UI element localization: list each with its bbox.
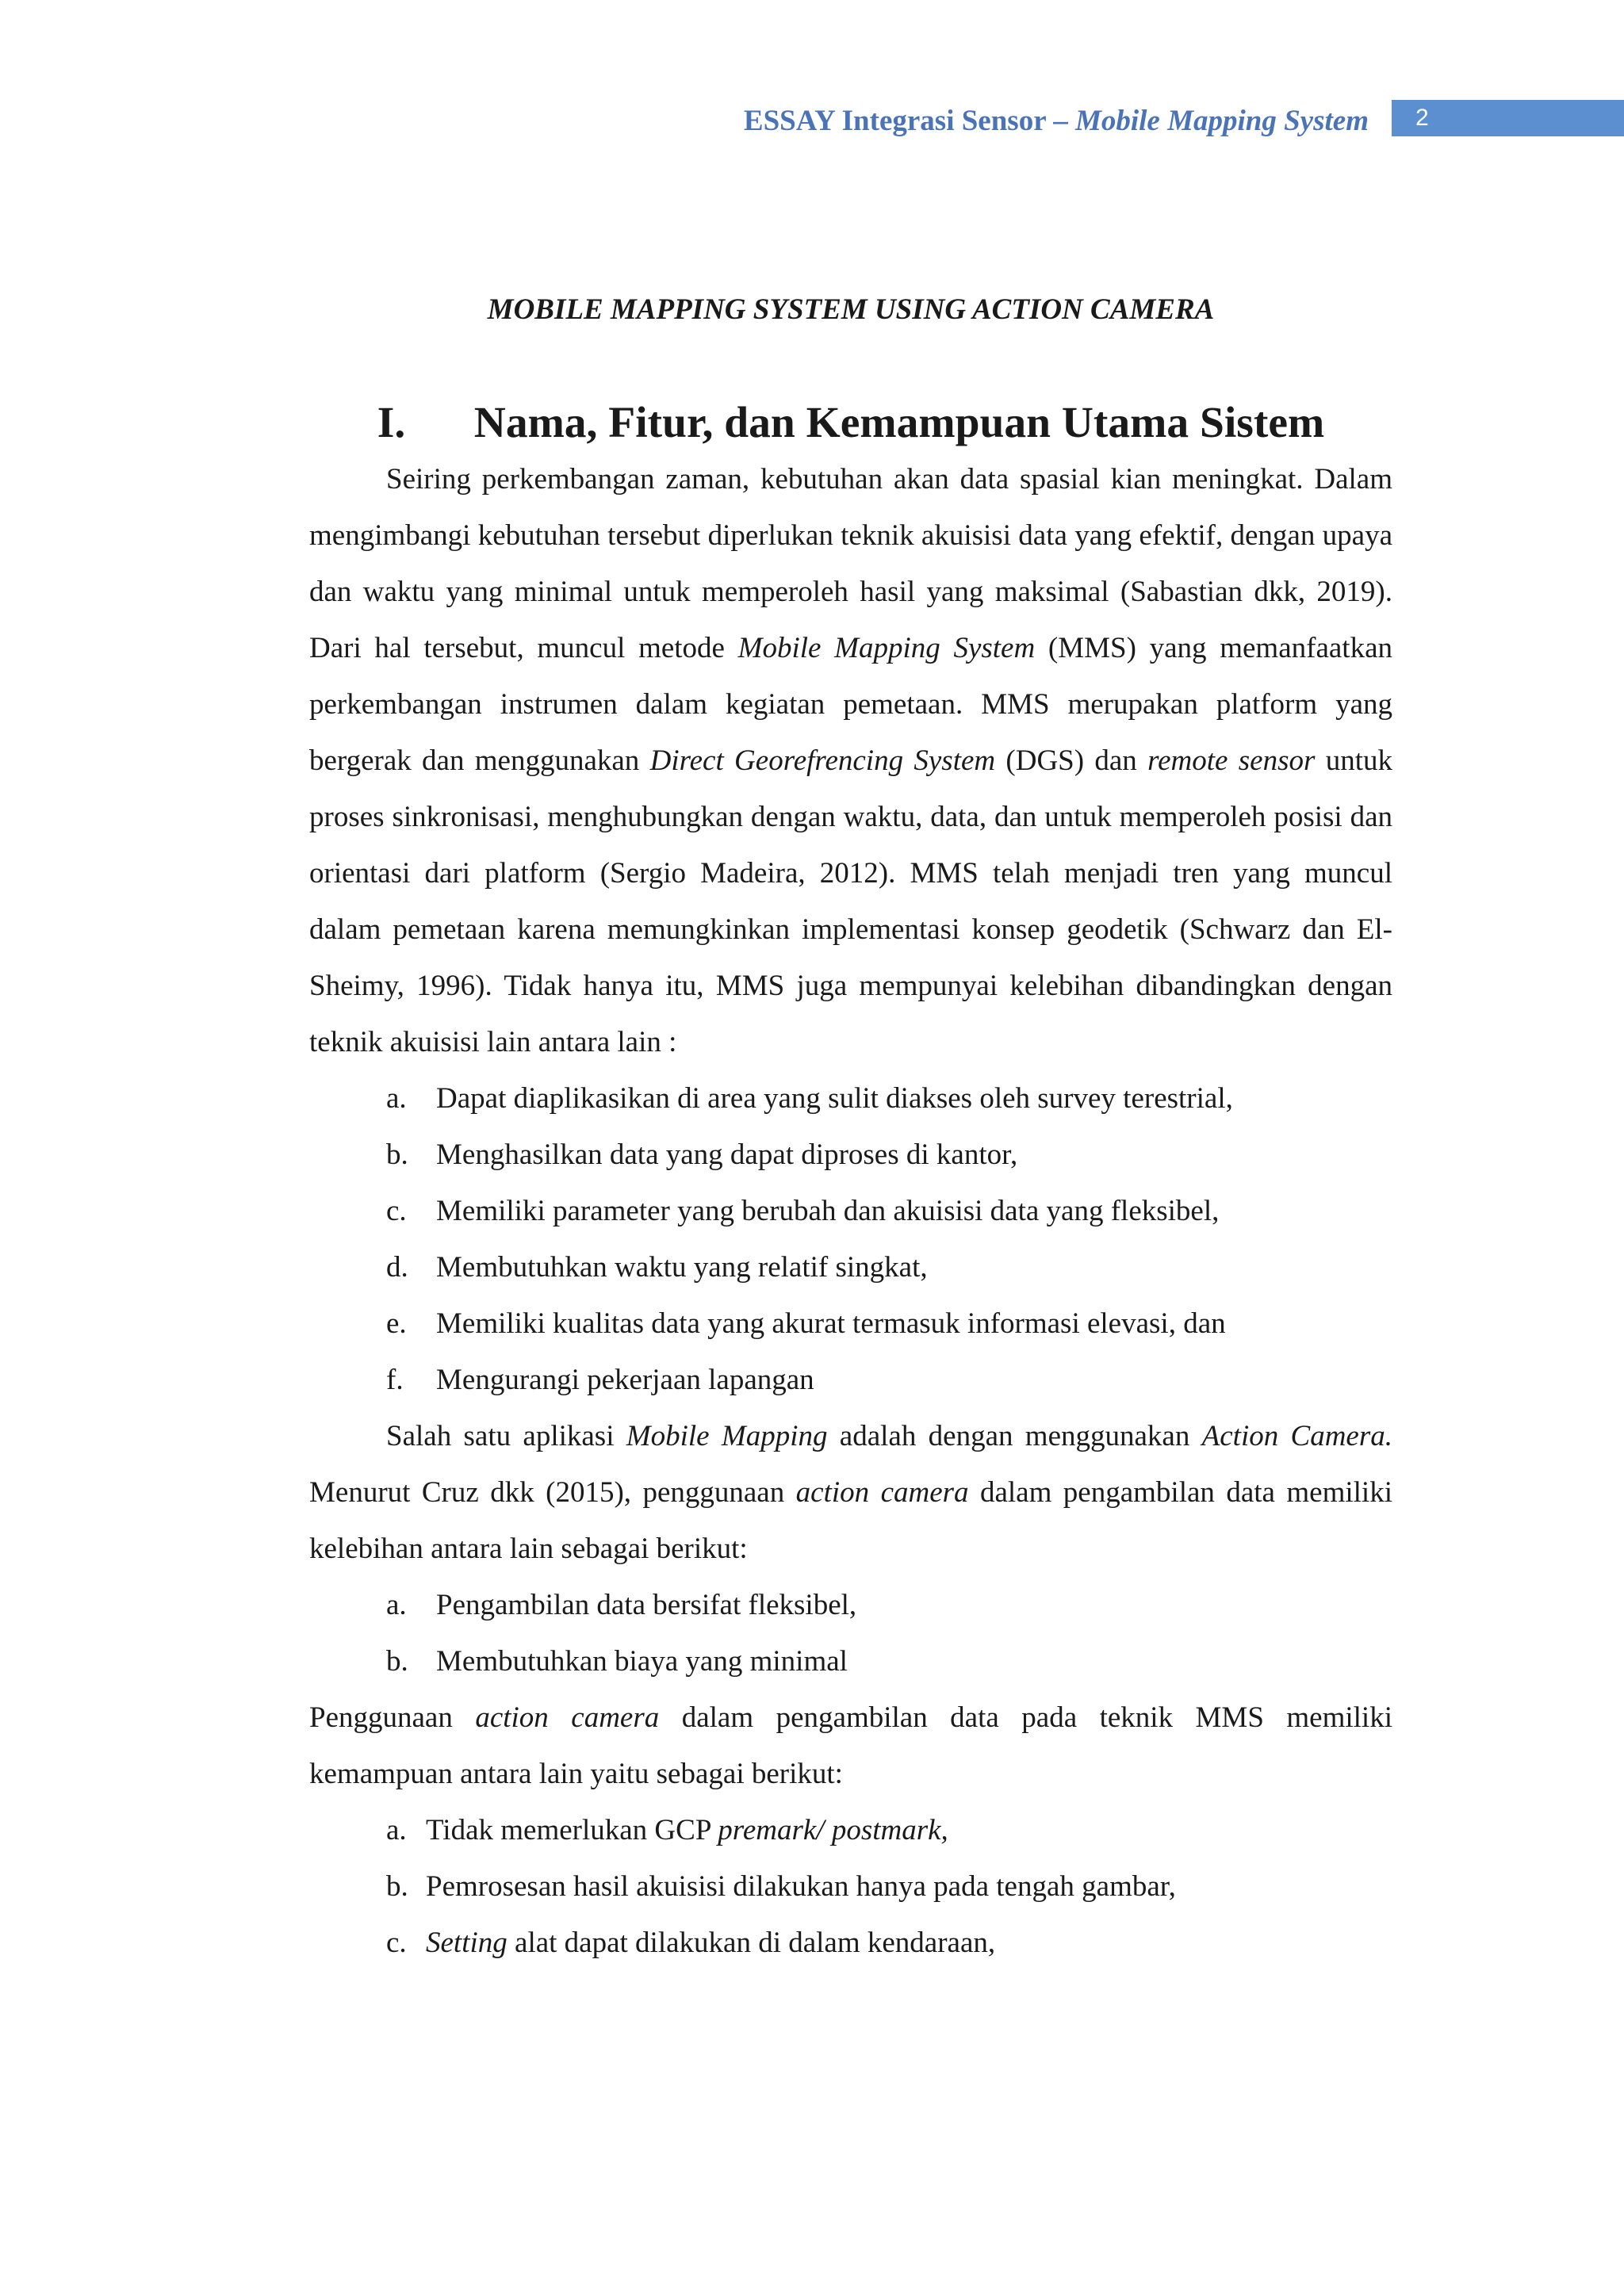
paragraph-action-camera	[309, 1408, 1392, 1577]
list-marker: d.	[386, 1251, 408, 1284]
list-item	[309, 1577, 1392, 1633]
list-item	[309, 1352, 1392, 1408]
list-item-text: alat dapat dilakukan di dalam kendaraan,	[507, 1927, 996, 1959]
text-run: adalah dengan menggunakan	[827, 1420, 1202, 1452]
italic-term: premark/ postmark,	[718, 1814, 948, 1846]
advantages-list	[309, 1070, 1392, 1408]
text-run: Penggunaan	[309, 1701, 476, 1734]
list-item-text: Mengurangi pekerjaan lapangan	[436, 1364, 814, 1396]
document-body	[309, 281, 1392, 1971]
list-item-text: Memiliki kualitas data yang akurat termasuk informasi elevasi, dan	[436, 1307, 1226, 1340]
list-marker: c.	[386, 1927, 407, 1959]
list-item	[309, 1183, 1392, 1239]
text-run: (MMS) yang memanfaatkan perkembangan instrumen dalam kegiatan pemetaan. MMS merupakan platform yang bergerak dan menggunakan	[309, 632, 1392, 777]
list-item	[309, 1070, 1392, 1127]
page-number-badge: 2	[1392, 100, 1624, 136]
section-title: Nama, Fitur, dan Kemampuan Utama Sistem	[473, 399, 1325, 447]
capabilities-list	[309, 1802, 1392, 1971]
list-marker: a.	[386, 1814, 407, 1846]
paragraph-intro	[309, 451, 1392, 1070]
list-marker: f.	[386, 1364, 404, 1396]
list-item	[309, 1915, 1392, 1971]
text-run: Salah satu aplikasi	[386, 1420, 626, 1452]
list-marker: e.	[386, 1307, 407, 1340]
section-heading	[309, 395, 1392, 451]
list-marker: b.	[386, 1870, 408, 1903]
text-run: dalam pengambilan data pada teknik MMS memiliki kemampuan antara lain yaitu sebagai berikut:	[309, 1701, 1392, 1790]
list-item-text: Dapat diaplikasikan di area yang sulit diakses oleh survey terestrial,	[436, 1082, 1233, 1115]
list-marker: c.	[386, 1195, 407, 1227]
italic-term: Mobile Mapping System	[737, 632, 1036, 664]
italic-term: Setting	[426, 1927, 508, 1959]
list-item-text: Menghasilkan data yang dapat diproses di kantor,	[436, 1138, 1018, 1171]
header-title	[744, 103, 1369, 140]
section-number: I.	[377, 399, 406, 447]
list-item-text: Membutuhkan biaya yang minimal	[436, 1645, 848, 1678]
header-title-plain: ESSAY Integrasi Sensor –	[743, 105, 1075, 137]
italic-term: remote sensor	[1147, 744, 1316, 777]
header-title-italic: Mobile Mapping System	[1074, 105, 1369, 137]
list-item	[309, 1127, 1392, 1183]
page-header	[0, 100, 1624, 143]
list-item-text: Pemrosesan hasil akuisisi dilakukan hanya pada tengah gambar,	[426, 1870, 1176, 1903]
document-title: MOBILE MAPPING SYSTEM USING ACTION CAMERA	[487, 293, 1215, 326]
list-item	[309, 1802, 1392, 1858]
list-item-text: Memiliki parameter yang berubah dan akuisisi data yang fleksibel,	[436, 1195, 1220, 1227]
list-marker: a.	[386, 1082, 407, 1115]
list-item	[309, 1295, 1392, 1352]
list-item	[309, 1239, 1392, 1295]
list-item-text: Pengambilan data bersifat fleksibel,	[436, 1589, 857, 1621]
list-item	[309, 1858, 1392, 1915]
action-camera-advantages-list	[309, 1577, 1392, 1689]
text-run: (DGS) dan	[995, 744, 1148, 777]
text-run: Menurut Cruz dkk (2015), penggunaan	[309, 1476, 796, 1509]
text-run: dalam pengambilan data memiliki kelebihan antara lain sebagai berikut:	[309, 1476, 1392, 1565]
italic-term: Action Camera.	[1201, 1420, 1392, 1452]
list-item	[309, 1633, 1392, 1689]
italic-term: action camera	[795, 1476, 969, 1509]
list-marker: b.	[386, 1138, 408, 1171]
italic-term: action camera	[475, 1701, 660, 1734]
list-item-text: Membutuhkan waktu yang relatif singkat,	[436, 1251, 928, 1284]
text-run: untuk proses sinkronisasi, menghubungkan dengan waktu, data, dan untuk memperoleh posisi dan orientasi dari platform (Sergio Madeira, 2012). MMS telah menjadi tren yang muncul dalam pemetaan karena memungkinkan implementasi konsep geodetik (Schwarz dan El-Sheimy, 1996). Tidak hanya itu, MMS juga mempunyai kelebihan dibandingkan dengan teknik akuisisi lain antara lain :	[309, 744, 1392, 1058]
italic-term: Mobile Mapping	[626, 1420, 828, 1452]
text-run: Seiring perkembangan zaman, kebutuhan akan data spasial kian meningkat. Dalam mengimbangi kebutuhan tersebut diperlukan teknik akuisisi data yang efektif, dengan upaya dan waktu yang minimal untuk memperoleh hasil yang maksimal (Sabastian dkk, 2019). Dari hal tersebut, muncul metode	[309, 463, 1392, 664]
italic-term: Direct Georefrencing System	[649, 744, 996, 777]
list-marker: a.	[386, 1589, 407, 1621]
paragraph-capabilities	[309, 1689, 1392, 1802]
list-item-text: Tidak memerlukan GCP	[426, 1814, 718, 1846]
list-marker: b.	[386, 1645, 408, 1678]
